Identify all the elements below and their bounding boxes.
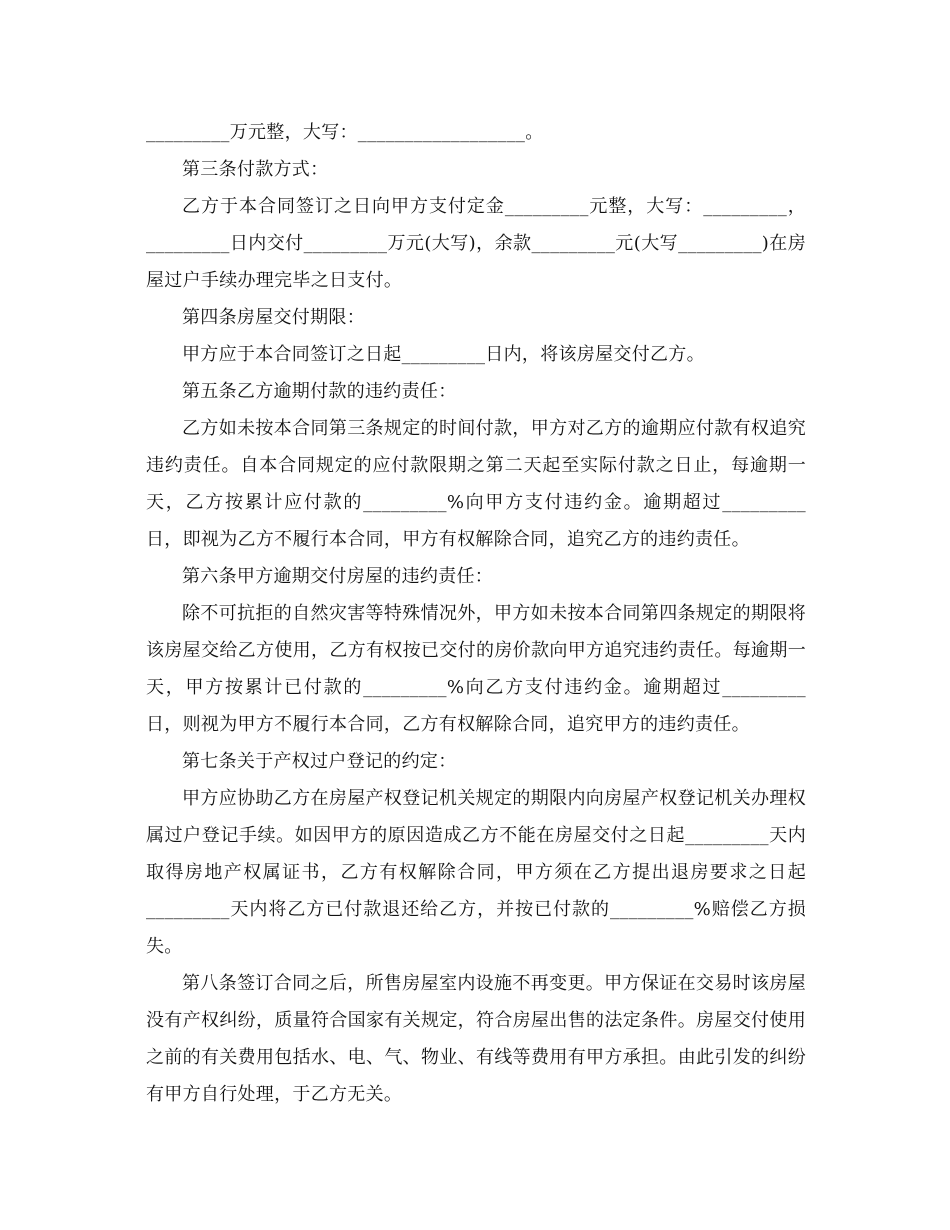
article-6-body: 除不可抗拒的自然灾害等特殊情况外，甲方如未按本合同第四条规定的期限将该房屋交给乙方使用，乙方有权按已交付的房价款向甲方追究违约责任。每逾期一天，甲方按累计已付款的_________%向乙方支付违约金。逾期超过_________日，则视为甲方不履行本合同，乙方有权解除合同，追究甲方的违约责任。 [146,603,806,735]
document-body [146,114,806,1113]
article-4-body: 甲方应于本合同签订之日起_________日内，将该房屋交付乙方。 [182,344,705,365]
article-5-heading: 第五条乙方逾期付款的违约责任： [182,381,457,402]
article-7-body: 甲方应协助乙方在房屋产权登记机关规定的期限内向房屋产权登记机关办理权属过户登记手续。如因甲方的原因造成乙方不能在房屋交付之日起_________天内取得房地产权属证书，乙方有权解除合同，甲方须在乙方提出退房要求之日起_________天内将乙方已付款退还给乙方，并按已付款的_________%赔偿乙方损失。 [146,788,806,957]
paragraph-price-continued: _________万元整，大写：__________________。 [146,122,544,143]
article-4-heading: 第四条房屋交付期限： [182,307,365,328]
article-3-body: 乙方于本合同签订之日向甲方支付定金_________元整，大写：_________，_________日内交付_________万元(大写)，余款_________元(大写_________)在房屋过户手续办理完毕之日支付。 [146,196,806,291]
article-5-body: 乙方如未按本合同第三条规定的时间付款，甲方对乙方的逾期应付款有权追究违约责任。自本合同规定的应付款限期之第二天起至实际付款之日止，每逾期一天，乙方按累计应付款的_________%向甲方支付违约金。逾期超过_________日，即视为乙方不履行本合同，甲方有权解除合同，追究乙方的违约责任。 [146,418,806,550]
article-6-heading: 第六条甲方逾期交付房屋的违约责任： [182,566,494,587]
article-8-paragraph: 第八条签订合同之后，所售房屋室内设施不再变更。甲方保证在交易时该房屋没有产权纠纷，质量符合国家有关规定，符合房屋出售的法定条件。房屋交付使用之前的有关费用包括水、电、气、物业、有线等费用有甲方承担。由此引发的纠纷有甲方自行处理，于乙方无关。 [146,973,806,1105]
article-7-heading: 第七条关于产权过户登记的约定： [182,751,457,772]
article-3-heading: 第三条付款方式： [182,159,329,180]
